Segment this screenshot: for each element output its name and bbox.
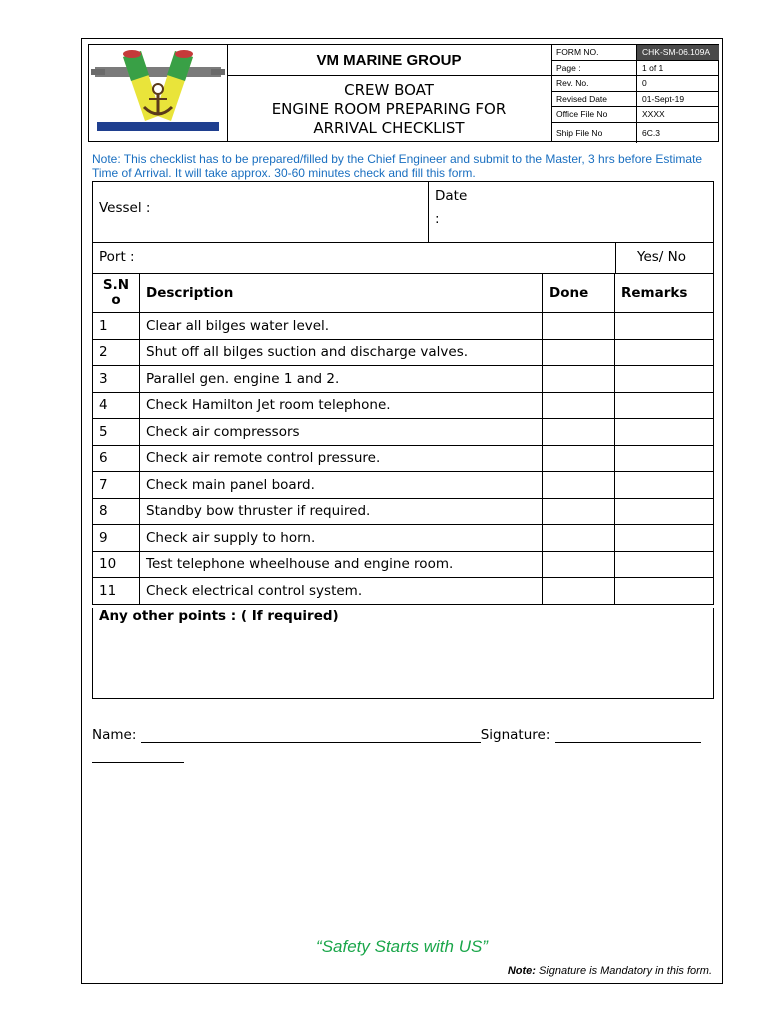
table-row xyxy=(93,445,714,472)
done-header: Done xyxy=(543,274,615,313)
table-header-row xyxy=(93,274,714,313)
meta-key: FORM NO. xyxy=(551,45,637,60)
meta-row xyxy=(551,107,719,123)
table-row xyxy=(93,313,714,340)
meta-key: Page : xyxy=(551,61,637,76)
description-cell: Check air remote control pressure. xyxy=(140,445,543,472)
meta-key: Ship File No xyxy=(551,123,637,143)
remarks-cell[interactable] xyxy=(615,366,714,393)
done-cell[interactable] xyxy=(543,498,615,525)
meta-value: XXXX xyxy=(642,109,665,120)
meta-key: Revised Date xyxy=(551,92,637,107)
table-row xyxy=(93,339,714,366)
vessel-label: Vessel : xyxy=(99,200,151,216)
done-cell[interactable] xyxy=(543,578,615,605)
footer-note-text: Signature is Mandatory in this form. xyxy=(535,965,712,977)
remarks-cell[interactable] xyxy=(615,578,714,605)
description-cell: Clear all bilges water level. xyxy=(140,313,543,340)
meta-value: 1 of 1 xyxy=(642,62,664,73)
done-cell[interactable] xyxy=(543,472,615,499)
checklist-table xyxy=(92,273,714,605)
remarks-cell[interactable] xyxy=(615,419,714,446)
remarks-cell[interactable] xyxy=(615,445,714,472)
vessel-field[interactable] xyxy=(92,181,429,243)
description-header: Description xyxy=(140,274,543,313)
meta-row xyxy=(551,76,719,92)
meta-key: Office File No xyxy=(551,107,637,122)
sn-header: S.N o xyxy=(93,274,140,313)
company-name: VM MARINE GROUP xyxy=(227,45,551,76)
meta-row xyxy=(551,61,719,77)
signature-section xyxy=(92,727,714,763)
description-cell: Parallel gen. engine 1 and 2. xyxy=(140,366,543,393)
table-row xyxy=(93,472,714,499)
footer-note xyxy=(508,965,712,977)
document-title xyxy=(227,76,551,138)
done-cell[interactable] xyxy=(543,392,615,419)
description-cell: Check air compressors xyxy=(140,419,543,446)
meta-value: 0 xyxy=(642,78,647,89)
sn-cell: 6 xyxy=(93,445,140,472)
remarks-cell[interactable] xyxy=(615,525,714,552)
signature-line-continued xyxy=(92,762,184,763)
date-colon: : xyxy=(435,211,440,227)
form-page xyxy=(81,38,723,984)
description-cell: Check main panel board. xyxy=(140,472,543,499)
done-cell[interactable] xyxy=(543,551,615,578)
yes-no-label: Yes/ No xyxy=(637,249,686,265)
sn-cell: 10 xyxy=(93,551,140,578)
sn-cell: 7 xyxy=(93,472,140,499)
form-header xyxy=(88,44,719,142)
meta-row xyxy=(551,92,719,108)
meta-row xyxy=(551,45,719,61)
remarks-header: Remarks xyxy=(615,274,714,313)
meta-value: 6C.3 xyxy=(642,127,660,138)
description-cell: Check air supply to horn. xyxy=(140,525,543,552)
sn-cell: 4 xyxy=(93,392,140,419)
table-row xyxy=(93,551,714,578)
sn-cell: 5 xyxy=(93,419,140,446)
meta-row xyxy=(551,123,719,143)
remarks-cell[interactable] xyxy=(615,339,714,366)
footer-note-bold: Note: xyxy=(507,965,536,977)
sn-cell: 11 xyxy=(93,578,140,605)
title-line: CREW BOAT xyxy=(344,81,434,99)
title-line: ARRIVAL CHECKLIST xyxy=(313,119,465,137)
sn-cell: 2 xyxy=(93,339,140,366)
meta-value: 01-Sept-19 xyxy=(642,93,685,104)
done-cell[interactable] xyxy=(543,525,615,552)
done-cell[interactable] xyxy=(543,419,615,446)
done-cell[interactable] xyxy=(543,445,615,472)
name-label: Name: xyxy=(92,727,137,743)
done-cell[interactable] xyxy=(543,313,615,340)
yes-no-header xyxy=(615,242,714,274)
table-row xyxy=(93,419,714,446)
table-row xyxy=(93,366,714,393)
name-line[interactable] xyxy=(141,742,481,743)
sn-cell: 9 xyxy=(93,525,140,552)
sn-cell: 8 xyxy=(93,498,140,525)
remarks-cell[interactable] xyxy=(615,392,714,419)
table-row xyxy=(93,525,714,552)
sn-cell: 1 xyxy=(93,313,140,340)
table-row xyxy=(93,498,714,525)
other-points-box[interactable] xyxy=(92,608,714,699)
remarks-cell[interactable] xyxy=(615,313,714,340)
title-line: ENGINE ROOM PREPARING FOR xyxy=(271,100,507,118)
safety-slogan: “Safety Starts with US” xyxy=(316,937,488,956)
remarks-cell[interactable] xyxy=(615,498,714,525)
company-logo xyxy=(89,45,228,141)
date-label: Date xyxy=(435,188,468,204)
meta-value: CHK-SM-06.109A xyxy=(637,45,719,60)
other-points-label: Any other points : ( If required) xyxy=(99,608,339,624)
remarks-cell[interactable] xyxy=(615,551,714,578)
form-meta-table xyxy=(551,45,719,143)
table-row xyxy=(93,392,714,419)
description-cell: Shut off all bilges suction and discharge valves. xyxy=(140,339,543,366)
description-cell: Check Hamilton Jet room telephone. xyxy=(140,392,543,419)
description-cell: Check electrical control system. xyxy=(140,578,543,605)
anchor-logo-icon xyxy=(89,45,227,141)
table-row xyxy=(93,578,714,605)
instruction-note: Note: This checklist has to be prepared/filled by the Chief Engineer and submit to the Master, 3 hrs before Estimate Time of Arrival. It will take approx. 30-60 minutes check and fill this form. xyxy=(92,152,703,180)
title-block xyxy=(227,45,552,141)
port-label: Port : xyxy=(99,249,135,265)
done-cell[interactable] xyxy=(543,366,615,393)
description-cell: Test telephone wheelhouse and engine room. xyxy=(140,551,543,578)
remarks-cell[interactable] xyxy=(615,472,714,499)
meta-key: Rev. No. xyxy=(551,76,637,91)
date-field[interactable] xyxy=(428,181,714,243)
done-cell[interactable] xyxy=(543,339,615,366)
signature-label: Signature: xyxy=(480,727,551,743)
sn-cell: 3 xyxy=(93,366,140,393)
signature-line[interactable] xyxy=(555,742,701,743)
port-field[interactable] xyxy=(92,242,616,274)
description-cell: Standby bow thruster if required. xyxy=(140,498,543,525)
